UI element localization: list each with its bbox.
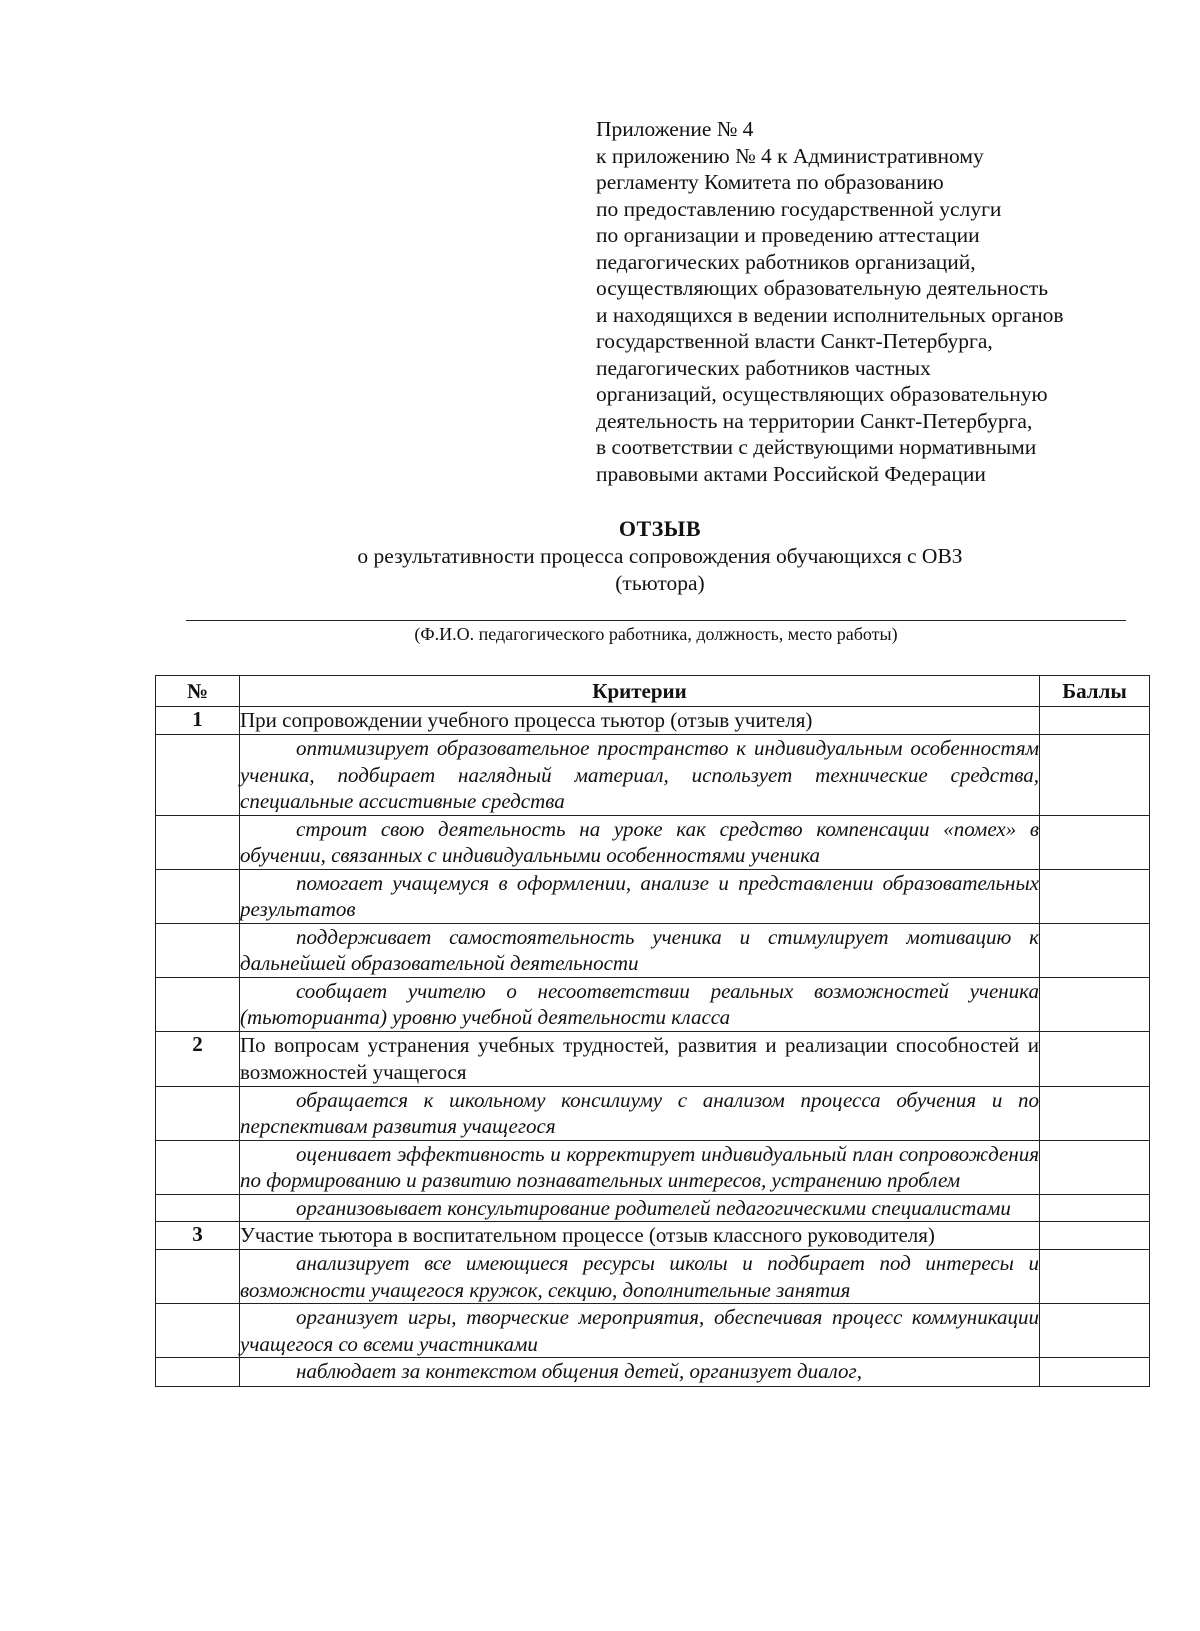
criteria-cell (240, 1304, 1040, 1358)
row-number (156, 1358, 240, 1387)
table-row (156, 707, 1150, 735)
row-number (156, 977, 240, 1031)
row-number (156, 1140, 240, 1194)
row-number (156, 1086, 240, 1140)
section-criterion-text: При сопровождении учебного процесса тьютор (отзыв учителя) (240, 708, 813, 732)
header-criteria: Критерии (240, 676, 1040, 707)
criterion-item-text: строит свою деятельность на уроке как средство компенсации «помех» в обучении, связанных с индивидуальными особенностями ученика (240, 816, 1039, 867)
criteria-cell (240, 977, 1040, 1031)
annex-line: педагогических работников частных (596, 355, 931, 380)
row-number (156, 1304, 240, 1358)
criteria-cell (240, 1222, 1040, 1250)
score-cell (1040, 869, 1150, 923)
score-cell (1040, 1250, 1150, 1304)
criteria-cell (240, 869, 1040, 923)
criterion-item-text: поддерживает самостоятельность ученика и стимулирует мотивацию к дальнейшей образовательной деятельности (240, 924, 1039, 975)
criteria-table (155, 675, 1150, 1387)
annex-line: правовыми актами Российской Федерации (596, 461, 986, 486)
score-cell (1040, 1358, 1150, 1387)
score-cell (1040, 815, 1150, 869)
criteria-cell (240, 923, 1040, 977)
table-row (156, 1358, 1150, 1387)
criteria-cell (240, 815, 1040, 869)
score-cell (1040, 707, 1150, 735)
criterion-item-text: наблюдает за контекстом общения детей, организует диалог, (296, 1359, 862, 1383)
criteria-cell (240, 1140, 1040, 1194)
row-number (156, 815, 240, 869)
score-cell (1040, 1222, 1150, 1250)
subtitle-line-2: (тьютора) (615, 570, 705, 595)
row-number (156, 1194, 240, 1222)
annex-line: осуществляющих образовательную деятельность (596, 276, 1049, 300)
criteria-cell (240, 1250, 1040, 1304)
criteria-cell (240, 735, 1040, 816)
criteria-cell (240, 707, 1040, 735)
annex-line: по предоставлению государственной услуги (596, 196, 1002, 221)
annex-line: Приложение № 4 (596, 117, 754, 141)
criterion-item-text: оптимизирует образовательное пространство к индивидуальным особенностям ученика, подбирает наглядный материал, использует технические средства, специальные ассистивные средства (240, 736, 1039, 813)
table-row (156, 1140, 1150, 1194)
score-cell (1040, 1194, 1150, 1222)
subtitle-line-1: о результативности процесса сопровождения обучающихся с ОВЗ (357, 544, 963, 568)
table-row (156, 1222, 1150, 1250)
table-row (156, 1304, 1150, 1358)
signature-caption: (Ф.И.О. педагогического работника, должность, место работы) (414, 624, 898, 644)
criterion-item-text: обращается к школьному консилиуму с анализом процесса обучения и по перспективам развития учащегося (240, 1087, 1039, 1138)
table-row (156, 923, 1150, 977)
annex-line: педагогических работников организаций, (596, 249, 976, 274)
section-criterion-text: По вопросам устранения учебных трудностей, развития и реализации способностей и возможностей учащегося (240, 1032, 1039, 1084)
table-header-row (156, 676, 1150, 707)
table-row (156, 1086, 1150, 1140)
row-number: 1 (156, 707, 240, 735)
annex-line: государственной власти Санкт-Петербурга, (596, 329, 993, 353)
section-criterion-text: Участие тьютора в воспитательном процессе (отзыв классного руководителя) (240, 1223, 935, 1247)
criterion-item-text: оценивает эффективность и корректирует индивидуальный план сопровождения по формированию и развитию познавательных интересов, устранению проблем (240, 1141, 1039, 1192)
annex-line: в соответствии с действующими нормативными (596, 435, 1037, 459)
row-number (156, 1250, 240, 1304)
table-row (156, 977, 1150, 1031)
annex-line: регламенту Комитета по образованию (596, 170, 944, 194)
score-cell (1040, 1304, 1150, 1358)
score-cell (1040, 1086, 1150, 1140)
row-number: 2 (156, 1031, 240, 1086)
document-subtitle (0, 543, 1200, 596)
annex-header (596, 116, 1156, 487)
annex-line: деятельность на территории Санкт-Петербурга, (596, 408, 1033, 433)
score-cell (1040, 977, 1150, 1031)
header-num: № (156, 676, 240, 707)
score-cell (1040, 1140, 1150, 1194)
score-cell (1040, 923, 1150, 977)
row-number (156, 923, 240, 977)
criteria-cell (240, 1358, 1040, 1387)
criterion-item-text: сообщает учителю о несоответствии реальных возможностей ученика (тьюторианта) уровню учебной деятельности класса (240, 978, 1039, 1029)
table-row (156, 735, 1150, 816)
criteria-cell (240, 1194, 1040, 1222)
criterion-item-text: помогает учащемуся в оформлении, анализе и представлении образовательных результатов (240, 870, 1039, 921)
criteria-cell (240, 1031, 1040, 1086)
row-number: 3 (156, 1222, 240, 1250)
criterion-item-text: организует игры, творческие мероприятия, обеспечивая процесс коммуникации учащегося со всеми участниками (240, 1305, 1039, 1356)
table-row (156, 869, 1150, 923)
score-cell (1040, 735, 1150, 816)
row-number (156, 735, 240, 816)
annex-line: к приложению № 4 к Административному (596, 143, 984, 168)
signature-line (186, 620, 1126, 621)
row-number (156, 869, 240, 923)
table-row (156, 1031, 1150, 1086)
criterion-item-text: анализирует все имеющиеся ресурсы школы и подбирает под интересы и возможности учащегося кружок, секцию, дополнительные занятия (240, 1251, 1039, 1302)
document-title: ОТЗЫВ (618, 516, 702, 541)
criterion-item-text: организовывает консультирование родителей педагогическими специалистами (296, 1195, 1011, 1220)
annex-line: по организации и проведению аттестации (596, 223, 980, 247)
score-cell (1040, 1031, 1150, 1086)
annex-line: организаций, осуществляющих образовательную (596, 382, 1048, 406)
criteria-cell (240, 1086, 1040, 1140)
annex-line: и находящихся в ведении исполнительных органов (596, 302, 1064, 327)
table-row (156, 815, 1150, 869)
header-score: Баллы (1040, 676, 1150, 707)
table-row (156, 1250, 1150, 1304)
table-row (156, 1194, 1150, 1222)
